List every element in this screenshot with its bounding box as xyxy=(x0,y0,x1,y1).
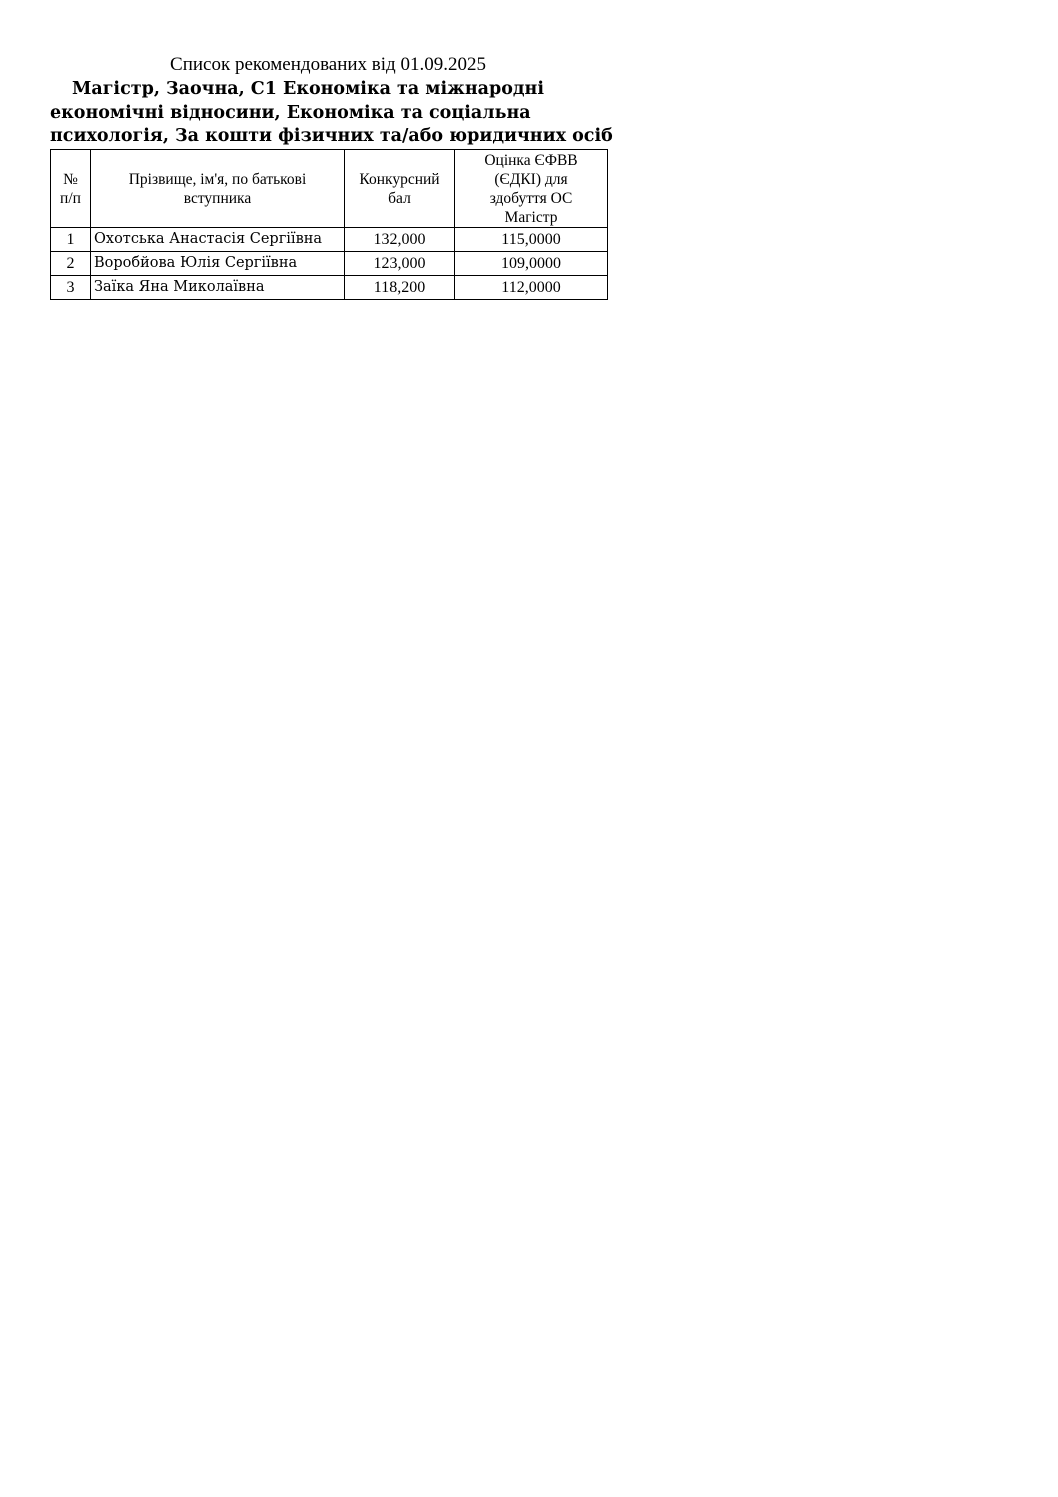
column-header-competitive-score: Конкурсний бал xyxy=(345,150,455,228)
exam-score: 109,0000 xyxy=(455,252,608,276)
competitive-score: 118,200 xyxy=(345,276,455,300)
program-title-line-text: Магістр, Заочна, C1 Економіка та міжнародні xyxy=(72,79,544,99)
program-title-line xyxy=(50,78,606,102)
program-title-line: економічні відносини, Економіка та соціальна xyxy=(50,102,531,123)
program-title xyxy=(50,78,613,149)
applicant-name: Заїка Яна Миколаївна xyxy=(91,276,345,300)
exam-score: 112,0000 xyxy=(455,276,608,300)
row-number: 2 xyxy=(51,252,91,276)
competitive-score: 132,000 xyxy=(345,228,455,252)
applicant-name: Охотська Анастасія Сергіївна xyxy=(91,228,345,252)
competitive-score: 123,000 xyxy=(345,252,455,276)
column-header-name: Прізвище, ім'я, по батькові вступника xyxy=(91,150,345,228)
exam-score: 115,0000 xyxy=(455,228,608,252)
recommended-applicants-table xyxy=(50,149,608,300)
table-header-row xyxy=(51,150,608,228)
table-row xyxy=(51,252,608,276)
document-heading xyxy=(50,52,613,149)
program-title-line: психологія, За кошти фізичних та/або юридичних осіб xyxy=(50,126,613,146)
table-row xyxy=(51,228,608,252)
list-subtitle: Список рекомендованих від 01.09.2025 xyxy=(170,54,486,75)
row-number: 1 xyxy=(51,228,91,252)
row-number: 3 xyxy=(51,276,91,300)
table-row xyxy=(51,276,608,300)
column-header-number: № п/п xyxy=(51,150,91,228)
column-header-exam-score: Оцінка ЄФВВ (ЄДКІ) для здобуття ОС Магістр xyxy=(455,150,608,228)
applicant-name: Воробйова Юлія Сергіївна xyxy=(91,252,345,276)
